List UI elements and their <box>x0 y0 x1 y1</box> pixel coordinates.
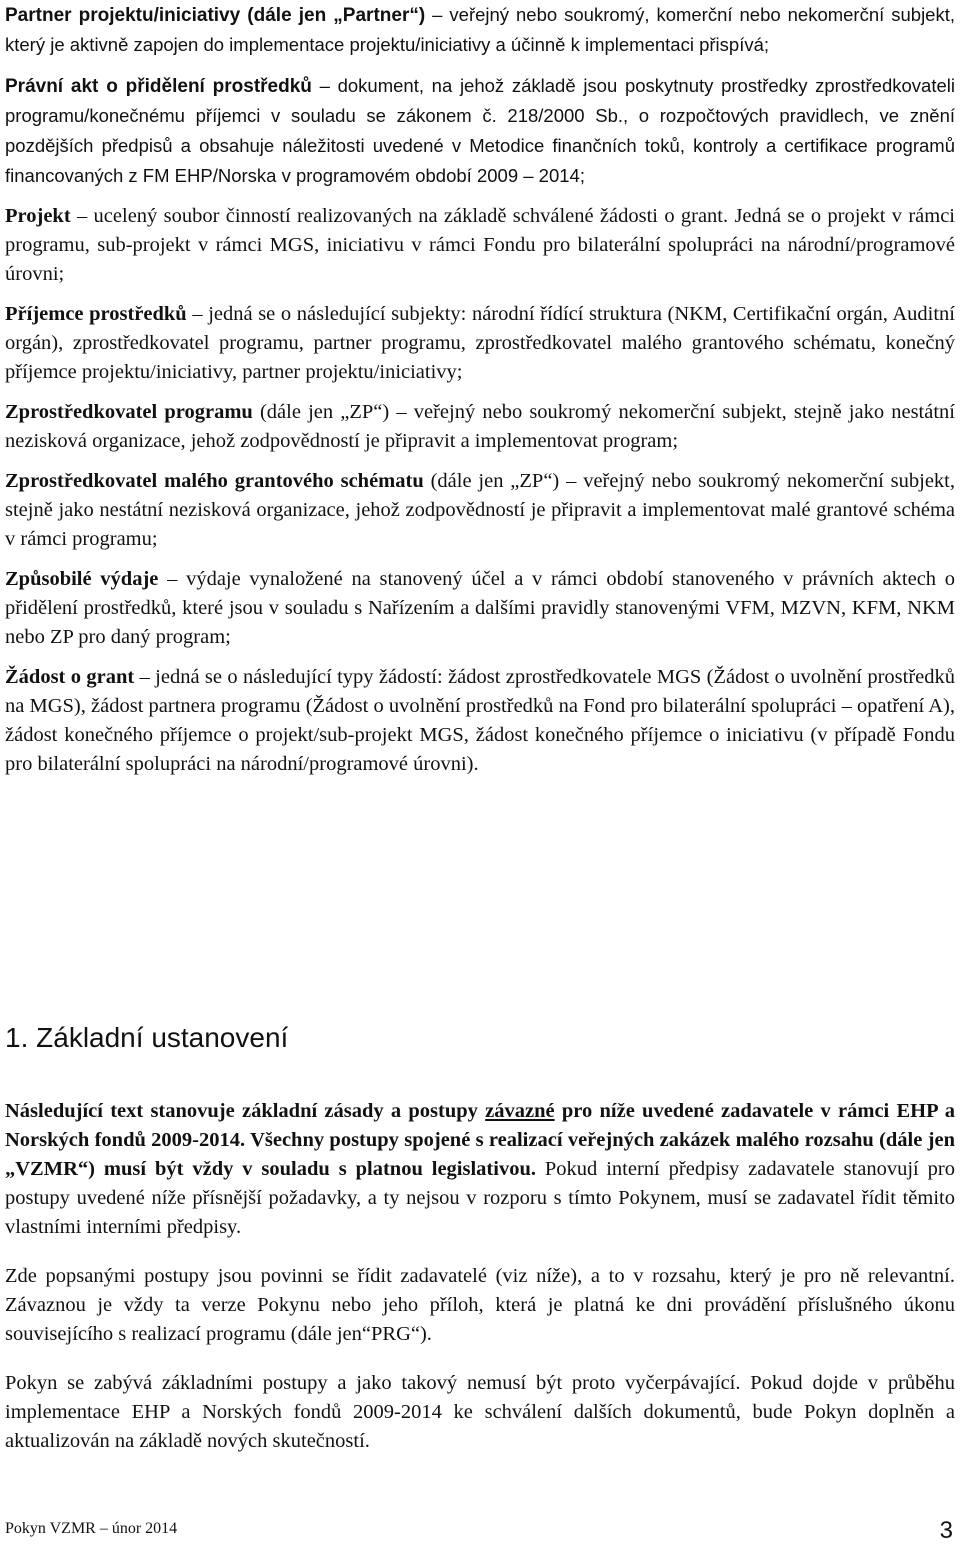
definition-text: jedná se o následující subjekty: národní řídící struktura (NKM, Certifikační orgán, Auditní orgán), zprostředkovatel programu, partner programu, zprostředkovatel malého grantového schématu, konečný příjemce projektu/iniciativy, partner projektu/iniciativy; <box>5 303 955 383</box>
definition-zpusobile-vydaje <box>5 565 955 652</box>
definition-separator: – <box>134 666 156 688</box>
section-number: 1. <box>5 1022 29 1053</box>
paragraph-bold-start: Následující text stanovuje základní zásady a postupy <box>5 1100 486 1122</box>
section-body <box>5 1097 955 1467</box>
paragraph-bold-end: pro níže uvedené zadavatele v rámci EHP a Norských fondů 2009-2014. Všechny postupy spojené s realizací veřejných zakázek malého rozsahu (dále jen „VZMR“) musí být vždy v souladu s platnou legislativou. <box>5 1100 955 1180</box>
definition-zp <box>5 398 955 456</box>
definition-partner <box>5 0 955 60</box>
definition-separator: – <box>186 303 209 325</box>
paragraph-bold-underlined: závazné <box>485 1100 555 1122</box>
definition-term: Projekt <box>5 205 71 227</box>
definitions-list <box>5 0 955 790</box>
footer-document-name: Pokyn VZMR – únor 2014 <box>5 1520 178 1537</box>
definition-term: Příjemce prostředků <box>5 303 187 325</box>
definition-separator: – <box>311 75 338 96</box>
definition-zadost-o-grant <box>5 663 955 779</box>
definition-term: Způsobilé výdaje <box>5 568 159 590</box>
definition-separator: – <box>70 205 94 227</box>
definition-zp-mgs <box>5 467 955 554</box>
page-number: 3 <box>939 1517 953 1544</box>
section-paragraph-3: Pokyn se zabývá základními postupy a jako takový nemusí být proto vyčerpávající. Pokud dojde v průběhu implementace EHP a Norských fondů 2009-2014 ke schválení dalších dokumentů, bude Pokyn doplněn a aktualizován na základě nových skutečností. <box>5 1372 955 1452</box>
section-paragraph-2: Zde popsanými postupy jsou povinni se řídit zadavatelé (viz níže), a to v rozsahu, který je pro ně relevantní. Závaznou je vždy ta verze Pokynu nebo jeho příloh, která je platná ke dni provádění příslušného úkonu souvisejícího s realizací programu (dále jen“PRG“). <box>5 1265 955 1345</box>
definition-separator: (dále jen „ZP“) – <box>423 470 584 492</box>
definition-text: veřejný nebo soukromý nekomerční subjekt, stejně jako nestátní nezisková organizace, jehož zodpovědností je připravit a implementovat malé grantové schéma v rámci programu; <box>5 470 955 550</box>
definition-text: veřejný nebo soukromý nekomerční subjekt, stejně jako nestátní nezisková organizace, jehož zodpovědností je připravit a implementovat program; <box>5 401 955 452</box>
definition-term: Zprostředkovatel malého grantového schématu <box>5 470 424 492</box>
section-heading <box>5 1022 288 1054</box>
paragraph-normal: Pokud interní předpisy zadavatele stanovují pro postupy uvedené níže přísnější požadavky, a ty nejsou v rozporu s tímto Pokynem, musí se zadavatel řídit těmito vlastními interními předpisy. <box>5 1158 955 1238</box>
definition-pravni-akt <box>5 71 955 191</box>
definition-term: Žádost o grant <box>5 666 135 688</box>
definition-term: Partner projektu/iniciativy (dále jen „Partner“) <box>5 5 426 26</box>
definition-separator: – <box>158 568 187 590</box>
definition-term: Právní akt o přidělení prostředků <box>5 76 312 97</box>
definition-separator: – <box>425 4 450 25</box>
definition-prijemce <box>5 300 955 387</box>
section-title: Základní ustanovení <box>36 1022 289 1053</box>
definition-text: dokument, na jehož základě jsou poskytnuty prostředky zprostředkovateli programu/konečnému příjemci v souladu se zákonem č. 218/2000 Sb., o rozpočtových pravidlech, ve znění pozdějších předpisů a obsahuje náležitosti uvedené v Metodice finančních toků, kontroly a certifikace programů financovaných z FM EHP/Norska v programovém období 2009 – 2014; <box>5 75 955 186</box>
definition-term: Zprostředkovatel programu <box>5 401 253 423</box>
definition-text: ucelený soubor činností realizovaných na základě schválené žádosti o grant. Jedná se o projekt v rámci programu, sub-projekt v rámci MGS, iniciativu v rámci Fondu pro bilaterální spolupráci na národní/programové úrovni; <box>5 205 956 285</box>
definition-text: jedná se o následující typy žádostí: žádost zprostředkovatele MGS (Žádost o uvolnění prostředků na MGS), žádost partnera programu (Žádost o uvolnění prostředků na Fond pro bilaterální spolupráci – opatření A), žádost konečného příjemce o projekt/sub-projekt MGS, žádost konečného příjemce o iniciativu (v případě Fondu pro bilaterální spolupráci na národní/programové úrovni). <box>5 666 955 775</box>
definition-separator: (dále jen „ZP“) – <box>252 401 414 423</box>
definition-text: veřejný nebo soukromý, komerční nebo nekomerční subjekt, který je aktivně zapojen do implementace projektu/iniciativy a účinně k implementaci přispívá; <box>5 4 955 55</box>
definition-projekt <box>5 202 955 289</box>
section-paragraph-1 <box>5 1097 955 1242</box>
definition-text: výdaje vynaložené na stanovený účel a v rámci období stanoveného v právních aktech o přidělení prostředků, které jsou v souladu s Nařízením a dalšími pravidly stanovenými VFM, MZVN, KFM, NKM nebo ZP pro daný program; <box>5 568 956 648</box>
